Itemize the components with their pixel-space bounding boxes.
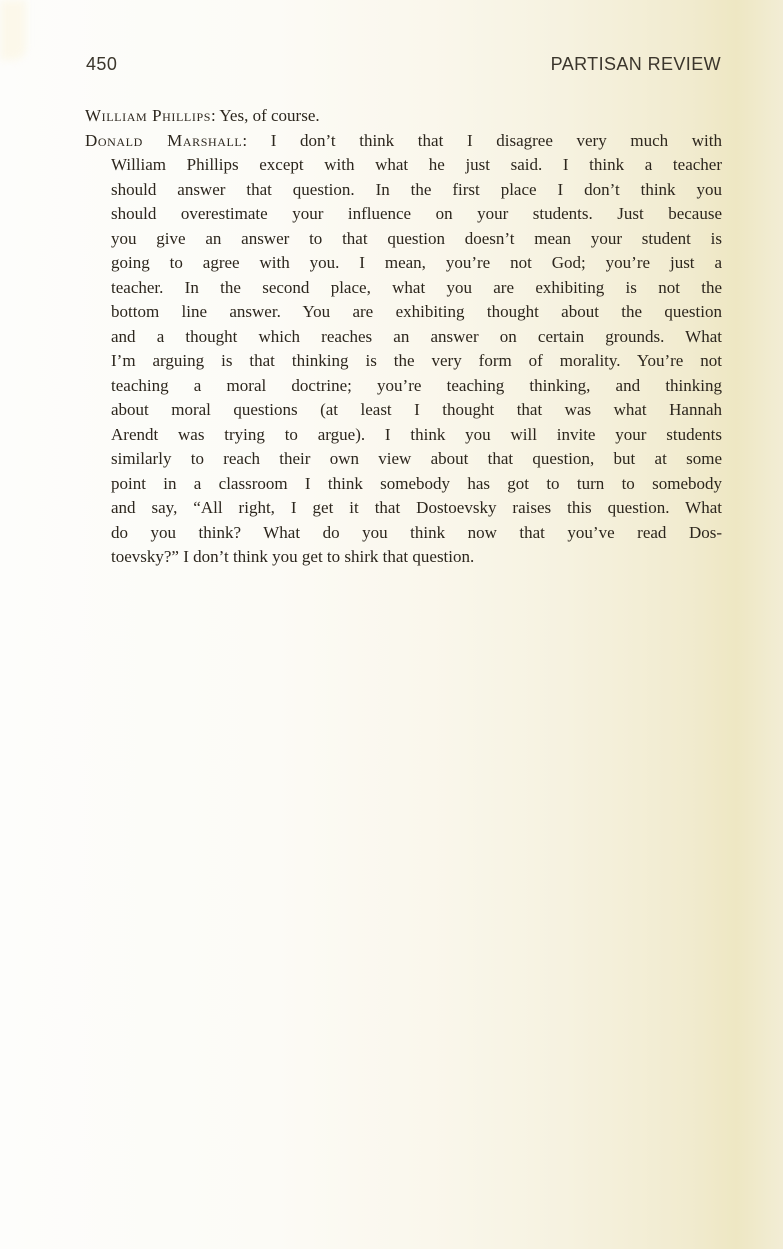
- page-number: 450: [86, 54, 118, 74]
- text-line: and say, “All right, I get it that Dostoevsky raises this question. What: [111, 498, 722, 517]
- text-line: teacher. In the second place, what you are exhibiting is not the: [111, 277, 722, 297]
- speaker-name: William Phillips: [85, 106, 212, 125]
- text-line: toevsky?” I don’t think you get to shirk that question.: [111, 547, 475, 566]
- text-line: point in a classroom I think somebody has got to turn to somebody: [111, 473, 722, 493]
- text-line: bottom line answer. You are exhibiting thought about the question: [111, 302, 722, 321]
- text-line: William Phillips except with what he just said. I think a teacher: [111, 155, 722, 174]
- page-header: [86, 54, 721, 74]
- text-line: Arendt was trying to argue). I think you will invite your students: [111, 424, 722, 444]
- speaker-name: Donald Marshall: [85, 130, 243, 150]
- scan-smudge: [0, 0, 26, 60]
- text-line: teaching a moral doctrine; you’re teaching thinking, and thinking: [111, 375, 722, 395]
- text-line: and a thought which reaches an answer on certain grounds. What: [111, 326, 722, 346]
- journal-title: PARTISAN REVIEW: [550, 54, 721, 74]
- text-line: William Phillips: Yes, of course.: [85, 106, 320, 125]
- text-line: similarly to reach their own view about that question, but at some: [111, 449, 722, 468]
- text-line: do you think? What do you think now that you’ve read Dos-: [111, 522, 722, 542]
- dialogue-text: [85, 104, 722, 570]
- text-line: about moral questions (at least I thought that was what Hannah: [111, 400, 722, 419]
- text-line: I’m arguing is that thinking is the very form of morality. You’re not: [111, 351, 722, 370]
- text-line: you give an answer to that question doesn’t mean your student is: [111, 228, 722, 248]
- text-line: should answer that question. In the first place I don’t think you: [111, 179, 722, 199]
- text-line: should overestimate your influence on your students. Just because: [111, 204, 722, 223]
- text-line: Donald Marshall: I don’t think that I disagree very much with: [85, 130, 722, 150]
- text-line: going to agree with you. I mean, you’re not God; you’re just a: [111, 253, 722, 272]
